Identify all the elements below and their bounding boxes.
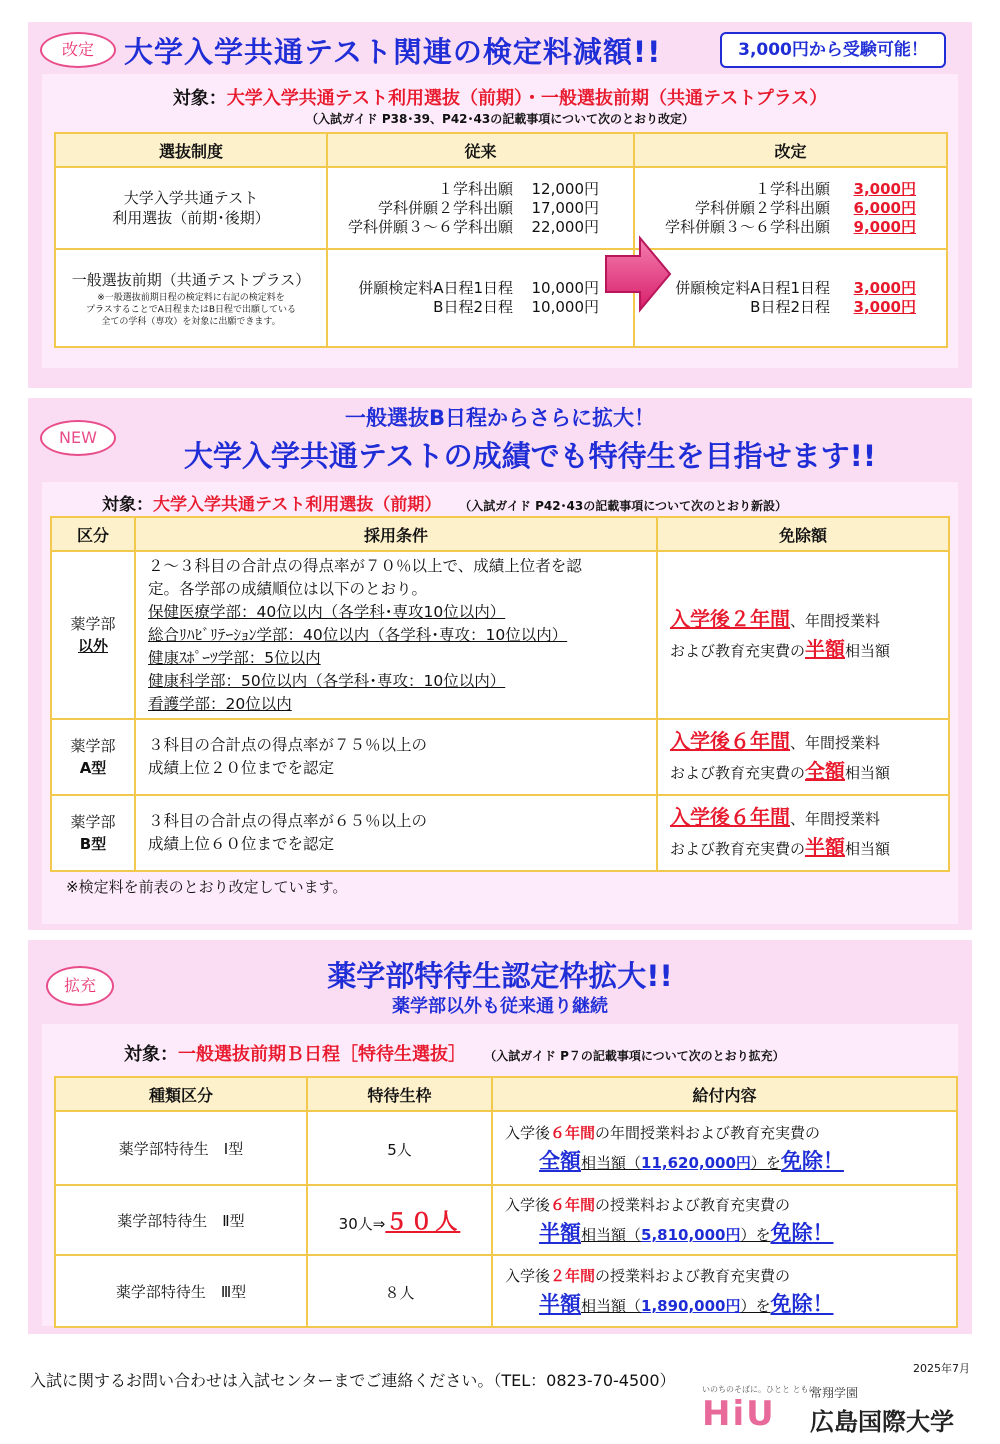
col-quota: 特待生枠 bbox=[307, 1077, 492, 1111]
quota-value: ８人 bbox=[384, 1283, 415, 1302]
section3-panel bbox=[42, 1024, 958, 1326]
exemption-text: および教育充実費の bbox=[670, 642, 806, 660]
section1-note: （入試ガイド P38･39、P42･43の記載事項について次のとおり改定） bbox=[306, 112, 694, 126]
system-name: 利用選抜（前期･後期） bbox=[112, 209, 270, 227]
benefit-text: ）を bbox=[740, 1226, 771, 1244]
target-text: 一般選抜前期Ｂ日程［特待生選抜］ bbox=[178, 1044, 466, 1065]
exemption-text: 相当額 bbox=[845, 840, 891, 858]
exemption-cell bbox=[657, 719, 949, 795]
exemption-text: 相当額 bbox=[845, 642, 891, 660]
benefit-period: ６年間 bbox=[550, 1124, 596, 1142]
exemption-text: および教育充実費の bbox=[670, 840, 806, 858]
category-label: 薬学部 bbox=[70, 813, 116, 831]
section1-panel bbox=[42, 74, 958, 368]
benefit-yen: 11,620,000円 bbox=[641, 1154, 751, 1172]
category-cell bbox=[51, 551, 135, 719]
fee-amount-new: 3,000円 bbox=[853, 279, 916, 297]
system-note: プラスすることでA日程またはB日程で出願している bbox=[85, 304, 297, 315]
table-row bbox=[55, 1185, 957, 1255]
fee-amount-new: 9,000円 bbox=[853, 217, 916, 236]
quota-new: ５０人 bbox=[385, 1209, 461, 1235]
condition-text: 成績上位２０位までを認定 bbox=[148, 759, 335, 777]
section-pharmacy-expansion bbox=[28, 940, 972, 1334]
exemption-cell bbox=[657, 551, 949, 719]
fee-amount: 10,000円 bbox=[531, 298, 599, 316]
benefit-text: 入学後 bbox=[505, 1196, 551, 1214]
section1-title: 大学入学共通テスト関連の検定料減額!! bbox=[124, 35, 662, 69]
type-cell bbox=[55, 1255, 307, 1327]
exemption-period: 入学後６年間 bbox=[670, 805, 790, 829]
footnote: ※検定料を前表のとおり改定しています。 bbox=[66, 878, 348, 896]
exemption-period: 入学後２年間 bbox=[670, 607, 790, 631]
benefit-exempt: 免除！ bbox=[770, 1221, 834, 1245]
table-row bbox=[51, 719, 949, 795]
type-label: 薬学部特待生 Ⅱ型 bbox=[117, 1211, 245, 1230]
exemption-text: 、年間授業料 bbox=[790, 734, 881, 752]
category-cell bbox=[51, 795, 135, 871]
contact-info: 入試に関するお問い合わせは入試センターまでご連絡ください。（TEL：0823-70-4500） bbox=[30, 1371, 676, 1390]
exemption-period: 入学後６年間 bbox=[670, 729, 790, 753]
category-label: 以外 bbox=[77, 637, 108, 655]
system-cell bbox=[55, 167, 327, 249]
exemption-amount: 半額 bbox=[805, 835, 846, 859]
quota-value: 30人⇒ bbox=[338, 1214, 386, 1233]
col-before: 従来 bbox=[327, 133, 634, 167]
col-category: 区分 bbox=[51, 517, 135, 551]
benefit-cell bbox=[492, 1111, 957, 1185]
revision-tag: 改定 bbox=[40, 32, 116, 68]
fee-amount: 12,000円 bbox=[531, 179, 599, 198]
section3-subtitle: 薬学部以外も従来通り継続 bbox=[392, 996, 608, 1017]
benefit-amount: 全額 bbox=[539, 1149, 581, 1173]
pharmacy-table bbox=[54, 1076, 958, 1328]
scholarship-table bbox=[50, 516, 950, 872]
faculty-rank: 健康ｽﾎﾟｰﾂ学部：5位以内 bbox=[148, 648, 321, 667]
section2-title: 大学入学共通テストの成績でも特待生を目指せます!! bbox=[183, 439, 877, 473]
condition-text: ２～３科目の合計点の得点率が７０％以上で、成績上位者を認 bbox=[148, 556, 582, 575]
type-cell bbox=[55, 1111, 307, 1185]
col-system: 選抜制度 bbox=[55, 133, 327, 167]
logo-mark: HiU bbox=[702, 1394, 776, 1434]
table-row bbox=[51, 795, 949, 871]
benefit-cell bbox=[492, 1255, 957, 1327]
system-note: 全ての学科（専攻）を対象に出願できます。 bbox=[101, 316, 281, 327]
target-text: 大学入学共通テスト利用選抜（前期）・一般選抜前期（共通テストプラス） bbox=[226, 88, 828, 109]
target-text: 大学入学共通テスト利用選抜（前期） bbox=[153, 495, 442, 515]
faculty-rank: 健康科学部：50位以内（各学科･専攻：10位以内） bbox=[148, 671, 506, 690]
fee-label: 学科併願２学科出願 bbox=[694, 198, 830, 217]
price-badge: 3,000円から受験可能！ bbox=[720, 32, 946, 68]
col-exemption: 免除額 bbox=[657, 517, 949, 551]
target-label: 対象： bbox=[102, 495, 153, 515]
benefit-text: 入学後 bbox=[505, 1267, 551, 1285]
exemption-amount: 全額 bbox=[805, 759, 846, 783]
target-label: 対象： bbox=[172, 88, 227, 109]
fee-amount: 22,000円 bbox=[531, 217, 599, 236]
fee-label: 学科併願３～６学科出願 bbox=[347, 217, 513, 236]
quota-cell bbox=[307, 1111, 492, 1185]
benefit-text: の授業料および教育充実費の bbox=[595, 1196, 791, 1214]
group-name: 常翔学園 bbox=[810, 1386, 859, 1400]
table-row bbox=[55, 1111, 957, 1185]
exemption-text: 、年間授業料 bbox=[790, 612, 881, 630]
system-note: ※一般選抜前期日程の検定料に右記の検定料を bbox=[97, 292, 285, 303]
fee-label: 併願検定料A日程1日程 bbox=[358, 279, 513, 297]
fee-label: B日程2日程 bbox=[750, 298, 830, 316]
benefit-text: の授業料および教育充実費の bbox=[595, 1267, 791, 1285]
fee-table bbox=[54, 132, 948, 348]
category-label: A型 bbox=[79, 759, 107, 777]
exemption-amount: 半額 bbox=[805, 637, 846, 661]
condition-cell bbox=[135, 551, 657, 719]
benefit-period: ６年間 bbox=[550, 1196, 596, 1214]
condition-cell bbox=[135, 795, 657, 871]
university-name: 広島国際大学 bbox=[810, 1408, 954, 1436]
fee-label: １学科出願 bbox=[754, 179, 830, 198]
system-cell bbox=[55, 249, 327, 347]
benefit-exempt: 免除！ bbox=[770, 1292, 834, 1316]
fee-label: B日程2日程 bbox=[433, 298, 513, 316]
section3-target bbox=[124, 1040, 785, 1066]
benefit-exempt: 免除！ bbox=[780, 1149, 844, 1173]
faculty-rank: 保健医療学部：40位以内（各学科･専攻10位以内） bbox=[148, 602, 506, 621]
target-label: 対象： bbox=[124, 1044, 178, 1065]
fee-label: 学科併願２学科出願 bbox=[377, 198, 513, 217]
fee-label: 併願検定料A日程1日程 bbox=[675, 279, 830, 297]
section2-subtitle: 一般選抜B日程からさらに拡大！ bbox=[344, 406, 655, 430]
section3-title: 薬学部特待生認定枠拡大!! bbox=[327, 959, 673, 993]
benefit-text: 相当額（ bbox=[581, 1226, 642, 1244]
col-type: 種類区分 bbox=[55, 1077, 307, 1111]
type-label: 薬学部特待生 Ⅰ型 bbox=[118, 1139, 244, 1158]
benefit-text: ）を bbox=[740, 1297, 771, 1315]
section-fee-revision bbox=[28, 22, 972, 388]
tagline: いのちのそばに。ひとと ともに。 bbox=[702, 1385, 825, 1394]
benefit-text: の年間授業料および教育充実費の bbox=[595, 1124, 821, 1142]
type-label: 薬学部特待生 Ⅲ型 bbox=[115, 1282, 247, 1301]
issue-date: 2025年7月 bbox=[913, 1362, 970, 1375]
benefit-text: ）を bbox=[750, 1154, 781, 1172]
category-cell bbox=[51, 719, 135, 795]
fee-amount: 10,000円 bbox=[531, 279, 599, 297]
fee-label: 学科併願３～６学科出願 bbox=[664, 217, 830, 236]
old-fee-cell bbox=[327, 249, 634, 347]
benefit-text: 相当額（ bbox=[581, 1297, 642, 1315]
benefit-cell bbox=[492, 1185, 957, 1255]
fee-amount-new: 6,000円 bbox=[853, 198, 916, 217]
condition-cell bbox=[135, 719, 657, 795]
arrow-right-icon bbox=[602, 234, 674, 314]
table-row bbox=[55, 1255, 957, 1327]
exemption-cell bbox=[657, 795, 949, 871]
system-name: 大学入学共通テスト bbox=[123, 189, 259, 207]
category-label: 薬学部 bbox=[70, 615, 116, 633]
benefit-amount: 半額 bbox=[539, 1221, 581, 1245]
benefit-period: ２年間 bbox=[550, 1267, 596, 1285]
table-row bbox=[51, 551, 949, 719]
fee-label: １学科出願 bbox=[437, 179, 513, 198]
system-name: 一般選抜前期（共通テストプラス） bbox=[71, 270, 311, 289]
col-condition: 採用条件 bbox=[135, 517, 657, 551]
col-benefit: 給付内容 bbox=[492, 1077, 957, 1111]
exemption-text: 、年間授業料 bbox=[790, 810, 881, 828]
condition-text: 定。各学部の成績順位は以下のとおり。 bbox=[148, 579, 428, 598]
section-scholarship-new bbox=[28, 398, 972, 930]
section2-target bbox=[102, 490, 787, 515]
fee-amount-new: 3,000円 bbox=[853, 298, 916, 316]
exemption-text: および教育充実費の bbox=[670, 764, 806, 782]
benefit-text: 相当額（ bbox=[581, 1154, 642, 1172]
section2-panel bbox=[42, 482, 958, 924]
exemption-text: 相当額 bbox=[845, 764, 891, 782]
faculty-rank: 総合ﾘﾊﾋﾞﾘﾃｰｼｮﾝ学部：40位以内（各学科･専攻：10位以内） bbox=[148, 625, 568, 644]
col-after: 改定 bbox=[634, 133, 947, 167]
university-logo bbox=[702, 1384, 972, 1440]
fee-amount: 17,000円 bbox=[531, 198, 599, 217]
table-row bbox=[55, 167, 947, 249]
section1-target bbox=[42, 84, 958, 110]
quota-cell bbox=[307, 1185, 492, 1255]
section2-note: （入試ガイド P42･43の記載事項について次のとおり新設） bbox=[459, 499, 788, 513]
old-fee-cell bbox=[327, 167, 634, 249]
new-tag: NEW bbox=[40, 420, 116, 456]
new-fee-cell bbox=[634, 167, 947, 249]
condition-text: 成績上位６０位までを認定 bbox=[148, 835, 335, 853]
section3-note: （入試ガイド P７の記載事項について次のとおり拡充） bbox=[484, 1049, 785, 1063]
type-cell bbox=[55, 1185, 307, 1255]
category-label: 薬学部 bbox=[70, 737, 116, 755]
category-label: B型 bbox=[79, 835, 107, 853]
fee-amount-new: 3,000円 bbox=[853, 179, 916, 198]
condition-text: ３科目の合計点の得点率が７５％以上の bbox=[148, 736, 428, 754]
table-row bbox=[55, 249, 947, 347]
faculty-rank: 看護学部：20位以内 bbox=[148, 694, 292, 713]
benefit-amount: 半額 bbox=[539, 1292, 581, 1316]
expansion-tag: 拡充 bbox=[46, 966, 114, 1006]
quota-value: 5人 bbox=[387, 1140, 412, 1159]
benefit-yen: 5,810,000円 bbox=[641, 1226, 741, 1244]
quota-cell bbox=[307, 1255, 492, 1327]
new-fee-cell bbox=[634, 249, 947, 347]
condition-text: ３科目の合計点の得点率が６５％以上の bbox=[148, 812, 428, 830]
benefit-text: 入学後 bbox=[505, 1124, 551, 1142]
benefit-yen: 1,890,000円 bbox=[641, 1297, 741, 1315]
